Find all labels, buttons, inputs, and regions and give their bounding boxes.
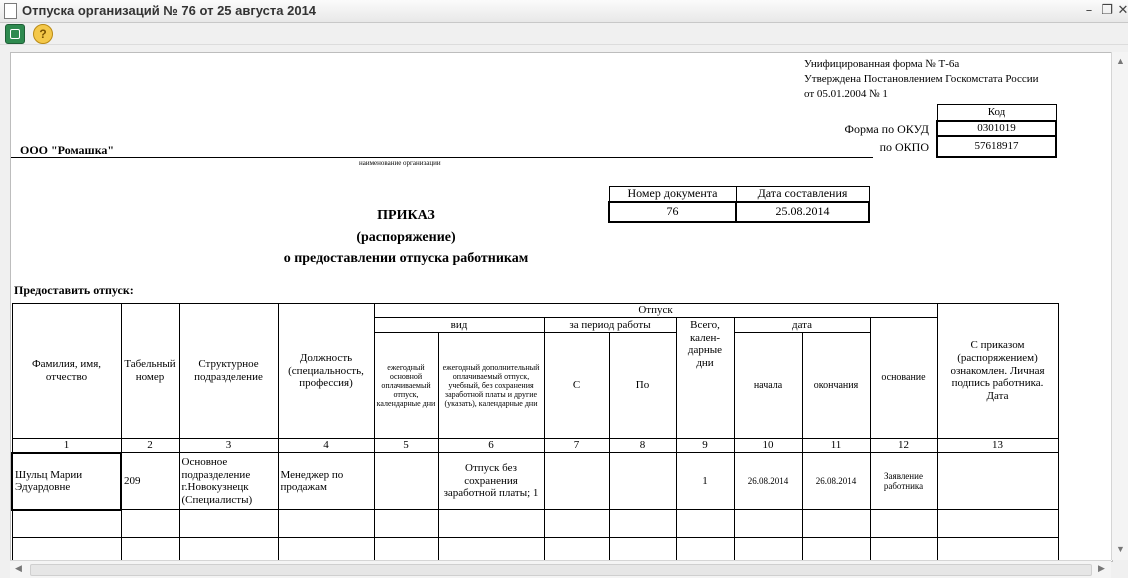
heading-line-3: о предоставлении отпуска работникам bbox=[283, 251, 529, 266]
horizontal-scrollbar[interactable] bbox=[10, 560, 1111, 578]
col-number: 11 bbox=[802, 439, 870, 453]
group-vacation-header: Отпуск bbox=[374, 304, 937, 318]
col-tab-header: Табельный номер bbox=[121, 304, 179, 439]
col-number: 6 bbox=[438, 439, 544, 453]
heading-line-2: (распоряжение) bbox=[356, 229, 456, 245]
col-number: 9 bbox=[676, 439, 734, 453]
col-number: 7 bbox=[544, 439, 609, 453]
restore-button[interactable]: ❐ bbox=[1101, 3, 1113, 18]
group-kind-header: вид bbox=[374, 318, 544, 333]
codes-table bbox=[936, 104, 1057, 158]
minimize-button[interactable]: – bbox=[1085, 3, 1093, 18]
cell-start[interactable]: 26.08.2014 bbox=[734, 453, 802, 510]
col-number: 10 bbox=[734, 439, 802, 453]
document-icon bbox=[4, 3, 17, 19]
table-row bbox=[12, 510, 1058, 538]
col-number: 2 bbox=[121, 439, 179, 453]
code-header: Код bbox=[937, 105, 1056, 121]
cell-tab[interactable]: 209 bbox=[121, 453, 179, 510]
doc-date: 25.08.2014 bbox=[736, 202, 869, 222]
window-title: Отпуска организаций № 76 от 25 августа 2014 bbox=[22, 3, 317, 18]
period-to-header: По bbox=[609, 333, 676, 439]
col-fio-header: Фамилия, имя, отчество bbox=[12, 304, 121, 439]
col-number: 5 bbox=[374, 439, 438, 453]
scroll-left-icon[interactable]: ◀ bbox=[15, 563, 22, 573]
help-icon[interactable]: ? bbox=[33, 24, 53, 44]
form-line-1: Унифицированная форма № Т-6а bbox=[804, 58, 960, 70]
cell-ack[interactable] bbox=[937, 453, 1058, 510]
okpo-label: по ОКПО bbox=[879, 140, 929, 154]
col-number: 13 bbox=[937, 439, 1058, 453]
cell-pos[interactable]: Менеджер по продажам bbox=[278, 453, 374, 510]
vertical-scrollbar[interactable] bbox=[1111, 52, 1128, 560]
cell-basis[interactable]: Заявление работника bbox=[870, 453, 937, 510]
okud-value: 0301019 bbox=[937, 121, 1056, 136]
group-period-header: за период работы bbox=[544, 318, 676, 333]
form-approval-block bbox=[804, 57, 1039, 102]
print-form bbox=[10, 52, 1113, 562]
cell-dept[interactable]: Основное подразделение г.Новокузнецк (Специалисты) bbox=[179, 453, 278, 510]
close-button[interactable]: ✕ bbox=[1117, 3, 1128, 18]
col-pos-header: Должность (специальность, профессия) bbox=[278, 304, 374, 439]
okpo-value: 57618917 bbox=[937, 136, 1056, 157]
col-number: 12 bbox=[870, 439, 937, 453]
period-from-header: С bbox=[544, 333, 609, 439]
heading-line-1: ПРИКАЗ bbox=[377, 208, 435, 223]
cell-kind-extra[interactable]: Отпуск без сохранения заработной платы; 1 bbox=[438, 453, 544, 510]
column-numbers-row bbox=[12, 439, 1058, 453]
date-start-header: начала bbox=[734, 333, 802, 439]
kind-extra-header: ежегодный дополнительный оплачиваемый отпуск, учебный, без сохранения заработной платы и другие (указать), календарные дни bbox=[438, 333, 544, 439]
doc-number: 76 bbox=[609, 202, 736, 222]
horizontal-scroll-thumb[interactable] bbox=[30, 564, 1092, 576]
col-number: 8 bbox=[609, 439, 676, 453]
doc-date-label: Дата составления bbox=[736, 187, 869, 202]
col-basis-header: основание bbox=[870, 318, 937, 439]
group-date-header: дата bbox=[734, 318, 870, 333]
kind-main-header: ежегодный основной оплачиваемый отпуск, календарные дни bbox=[374, 333, 438, 439]
col-ack-header: С приказом (распоряжением) ознакомлен. Личная подпись работника. Дата bbox=[937, 304, 1058, 439]
save-icon[interactable] bbox=[5, 24, 25, 44]
toolbar bbox=[0, 23, 1128, 45]
order-heading bbox=[211, 205, 601, 270]
doc-number-label: Номер документа bbox=[609, 187, 736, 202]
form-line-3: от 05.01.2004 № 1 bbox=[804, 88, 888, 100]
scroll-up-icon[interactable]: ▲ bbox=[1116, 56, 1125, 66]
window-titlebar bbox=[0, 0, 1128, 23]
organization-caption: наименование организации bbox=[359, 159, 441, 167]
cell-from[interactable] bbox=[544, 453, 609, 510]
vacation-table bbox=[11, 303, 1059, 562]
grant-label: Предоставить отпуск: bbox=[14, 283, 134, 297]
cell-end[interactable]: 26.08.2014 bbox=[802, 453, 870, 510]
table-row bbox=[12, 538, 1058, 562]
cell-kind-main[interactable] bbox=[374, 453, 438, 510]
form-line-2: Утверждена Постановлением Госкомстата России bbox=[804, 73, 1039, 85]
cell-to[interactable] bbox=[609, 453, 676, 510]
scroll-right-icon[interactable]: ▶ bbox=[1098, 563, 1105, 573]
date-end-header: окончания bbox=[802, 333, 870, 439]
scroll-down-icon[interactable]: ▼ bbox=[1116, 544, 1125, 554]
okud-label: Форма по ОКУД bbox=[844, 122, 929, 136]
col-dept-header: Структурное подразделение bbox=[179, 304, 278, 439]
col-number: 4 bbox=[278, 439, 374, 453]
cell-total[interactable]: 1 bbox=[676, 453, 734, 510]
organization-name: ООО "Ромашка" bbox=[20, 143, 115, 157]
col-number: 3 bbox=[179, 439, 278, 453]
organization-underline bbox=[11, 157, 873, 158]
cell-fio[interactable]: Шульц Марии Эдуардовне bbox=[12, 453, 121, 510]
col-total-header: Всего, кален-дарные дни bbox=[676, 318, 734, 439]
table-row bbox=[12, 453, 1058, 510]
col-number: 1 bbox=[12, 439, 121, 453]
document-number-table bbox=[608, 186, 870, 223]
